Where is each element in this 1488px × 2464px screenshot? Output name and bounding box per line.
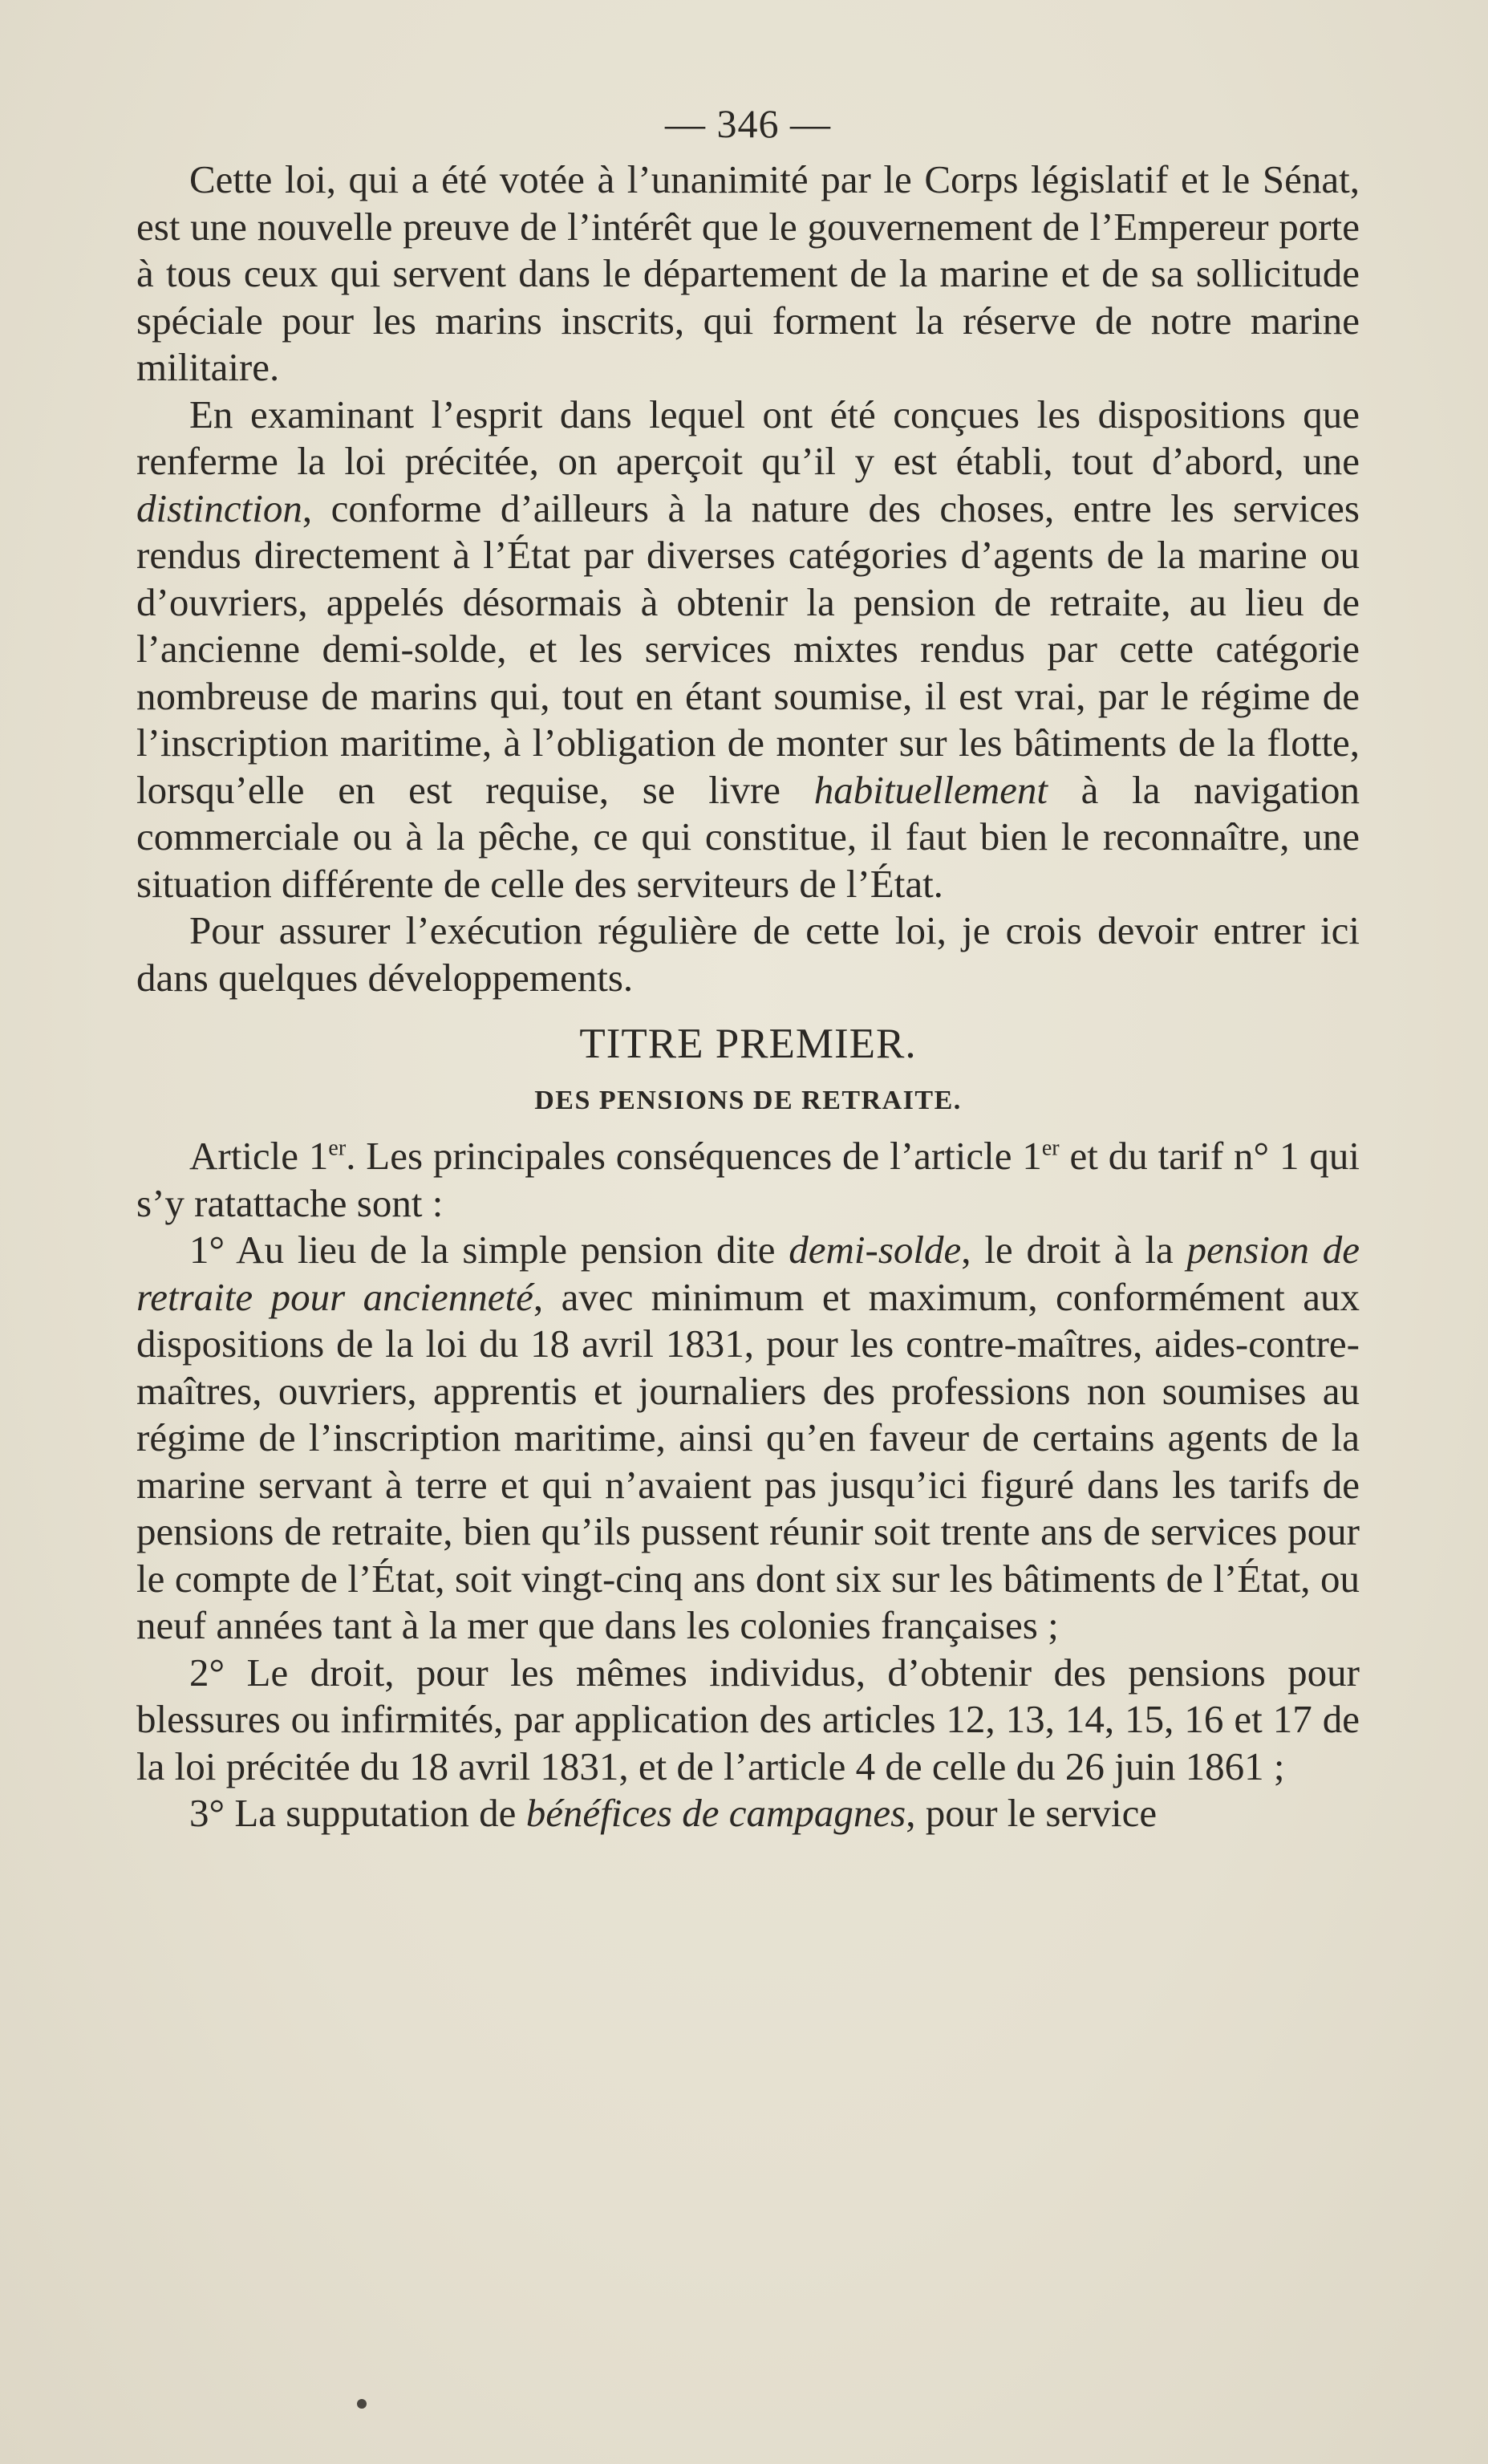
article-1-text-b: . Les principales conséquences de l’article 1 — [346, 1134, 1042, 1178]
page-body — [136, 100, 1360, 1837]
emphasis-benefices: bénéfices de campagnes — [525, 1791, 906, 1835]
article-1-text-a: Article 1 — [189, 1134, 329, 1178]
item-1-text-b: , le droit à la — [961, 1228, 1187, 1272]
emphasis-demi-solde: demi-solde — [789, 1228, 962, 1272]
item-1-text-a: 1° Au lieu de la simple pension dite — [189, 1228, 789, 1272]
section-subtitle: DES PENSIONS DE RETRAITE. — [534, 1086, 962, 1115]
paragraph-2-text-a: En examinant l’esprit dans lequel ont été conçues les dispositions que renferme la loi précitée, on aperçoit qu’il y est établi, tout d’abord, une — [136, 392, 1360, 483]
item-2: 2° Le droit, pour les mêmes individus, d’obtenir des pensions pour blessures ou infirmités, par application des articles 12, 13, 14, 15, 16 et 17 de la loi précitée du 18 avril 1831, et de l’article 4 de celle du 26 juin 1861 ; — [136, 1650, 1360, 1788]
paragraph-2-text-c: à la navigation commerciale ou à la pêche, ce qui constitue, il faut bien le reconnaître, une situation différente de celle des serviteurs de l’État. — [136, 767, 1360, 906]
item-1 — [136, 1227, 1360, 1650]
article-1-sup-1: er — [328, 1135, 347, 1161]
item-1-text-c: , avec minimum et maximum, conformément aux dispositions de la loi du 18 avril 1831, pour les contre-maîtres, aides-contre-maîtres, ouvriers, apprentis et journaliers des professions non soumises au régime de l’inscription maritime, ainsi qu’en faveur de certains agents de la marine servant à terre et qui n’avaient pas jusqu’ici figuré dans les tarifs de pensions de retraite, bien qu’ils pussent réunir soit trente ans de services pour le compte de l’État, soit vingt-cinq ans dont six sur les bâtiments de l’État, ou neuf années tant à la mer que dans les colonies françaises ; — [136, 1274, 1360, 1647]
article-1 — [136, 1133, 1360, 1227]
ink-speck — [357, 2399, 367, 2409]
item-3 — [136, 1790, 1360, 1837]
paragraph-3: Pour assurer l’exécution régulière de cette loi, je crois devoir entrer ici dans quelques développements. — [136, 908, 1360, 1000]
page-number: — 346 — — [665, 101, 831, 146]
article-1-sup-2: er — [1041, 1135, 1060, 1161]
item-3-text-a: 3° La supputation de — [189, 1791, 526, 1835]
paragraph-1: Cette loi, qui a été votée à l’unanimité par le Corps législatif et le Sénat, est une nouvelle preuve de l’intérêt que le gouvernement de l’Empereur porte à tous ceux qui servent dans le département de la marine et de sa sollicitude spéciale pour les marins inscrits, qui forment la réserve de notre marine militaire. — [136, 157, 1360, 389]
emphasis-pension-retraite: pension de retraite pour ancienneté — [136, 1228, 1360, 1319]
emphasis-distinction: distinction — [136, 485, 302, 530]
article-1-text-c: et du tarif n° 1 qui s’y ratattache sont : — [136, 1134, 1360, 1225]
section-title: TITRE PREMIER. — [579, 1021, 917, 1067]
emphasis-habituellement: habituellement — [813, 767, 1048, 812]
paragraph-2-text-b: , conforme d’ailleurs à la nature des choses, entre les services rendus directement à l’État par diverses catégories d’agents de la marine ou d’ouvriers, appelés désormais à obtenir la pension de retraite, au lieu de l’ancienne demi-solde, et les services mixtes rendus par cette catégorie nombreuse de marins qui, tout en étant soumise, il est vrai, par le régime de l’inscription maritime, à l’obligation de monter sur les bâtiments de la flotte, lorsqu’elle en est requise, se livre — [136, 485, 1360, 812]
item-3-text-b: , pour le service — [906, 1791, 1158, 1835]
paragraph-2 — [136, 392, 1360, 908]
